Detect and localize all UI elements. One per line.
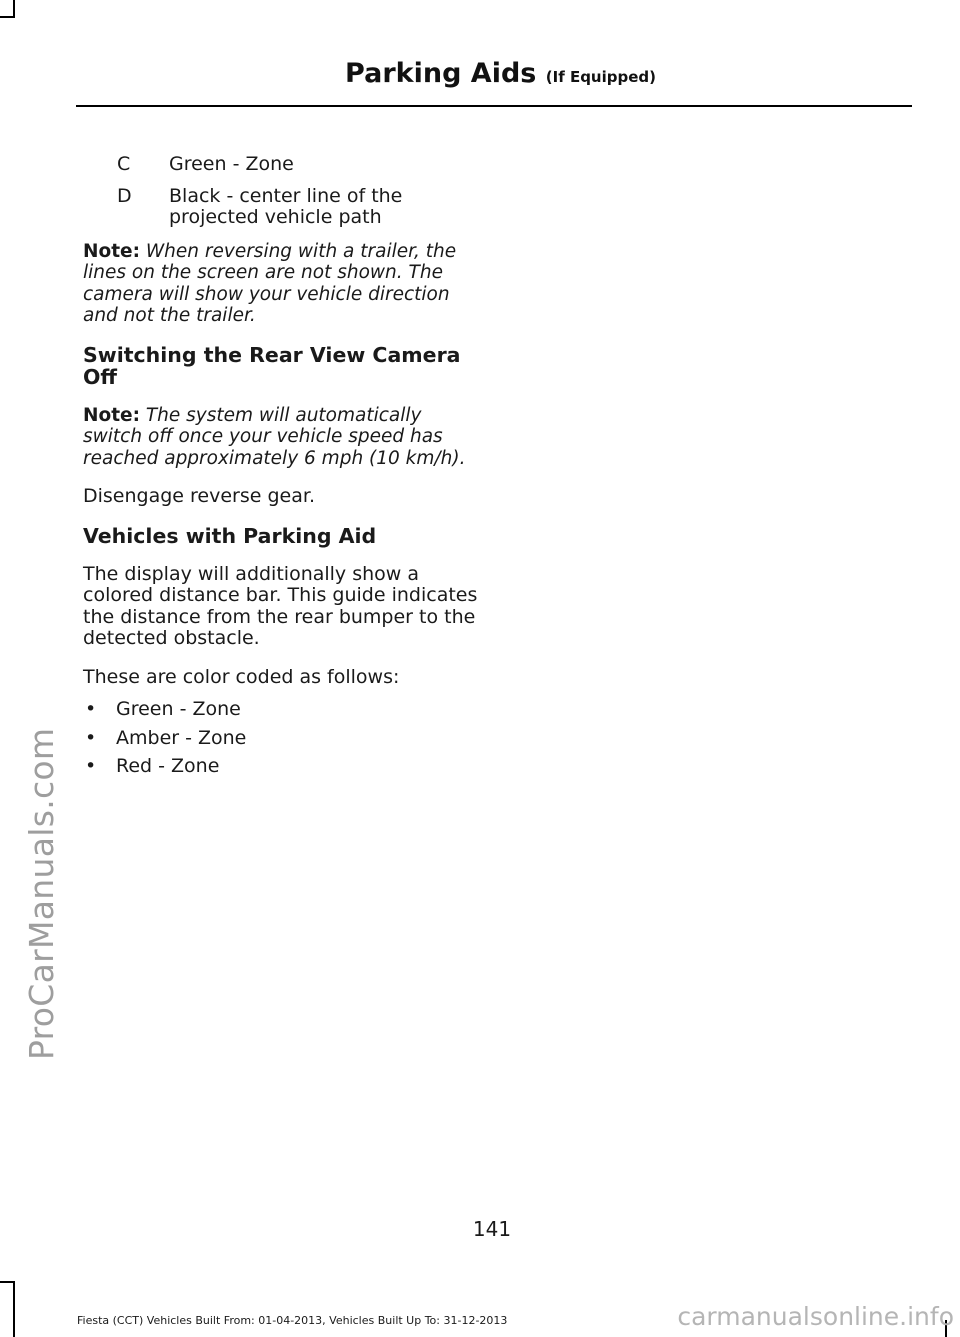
header-title-subtitle: (If Equipped): [545, 68, 656, 86]
bullet-icon: •: [85, 698, 97, 720]
legend-row: [83, 154, 478, 176]
list-item: [83, 756, 478, 778]
legend-key: D: [117, 184, 132, 207]
list-item-text: Green - Zone: [116, 698, 241, 720]
section-heading-parking-aid: Vehicles with Parking Aid: [83, 523, 377, 548]
section-heading-camera-off: Switching the Rear View Camera Off: [83, 342, 461, 389]
crop-mark: [13, 1281, 15, 1337]
note-auto-switch-off: [83, 405, 478, 470]
note-label: Note:: [83, 240, 140, 262]
note-label: Note:: [83, 404, 140, 426]
content-column: [83, 154, 478, 785]
body-color-coded: These are color coded as follows:: [83, 665, 400, 688]
body-distance-bar: The display will additionally show a colored distance bar. This guide indicates the distance from the rear bumper to the detected obstacle.: [83, 562, 478, 649]
list-item: [83, 728, 478, 750]
note-text: The system will automatically switch off once your vehicle speed has reached approximately 6 mph (10 km/h).: [83, 404, 466, 469]
crop-mark: [0, 16, 15, 18]
header-rule: [76, 105, 912, 107]
legend-key: C: [117, 153, 131, 175]
crop-mark: [0, 1281, 15, 1283]
bullet-icon: •: [85, 755, 97, 777]
side-watermark: ProCarManuals.com: [22, 727, 61, 1060]
body-disengage: Disengage reverse gear.: [83, 485, 315, 507]
list-item-text: Amber - Zone: [116, 726, 247, 749]
page-header-title: [345, 58, 656, 89]
legend-value: Black - center line of the projected vehicle path: [169, 184, 403, 228]
bottom-watermark: carmanualsonline.info: [677, 1302, 954, 1331]
legend-row: [83, 186, 478, 229]
header-title-main: Parking Aids: [345, 58, 537, 89]
bullet-icon: •: [85, 726, 97, 749]
note-text: When reversing with a trailer, the lines on the screen are not shown. The camera will show your vehicle direction and not the trailer.: [83, 240, 457, 326]
note-trailer: [83, 241, 478, 327]
legend-value: Green - Zone: [169, 153, 294, 175]
crop-mark: [13, 0, 15, 16]
page-number: 141: [472, 1217, 512, 1241]
list-item: [83, 699, 478, 721]
list-item-text: Red - Zone: [116, 755, 220, 777]
footer-text: Fiesta (CCT) Vehicles Built From: 01-04-2013, Vehicles Built Up To: 31-12-2013: [77, 1314, 508, 1327]
